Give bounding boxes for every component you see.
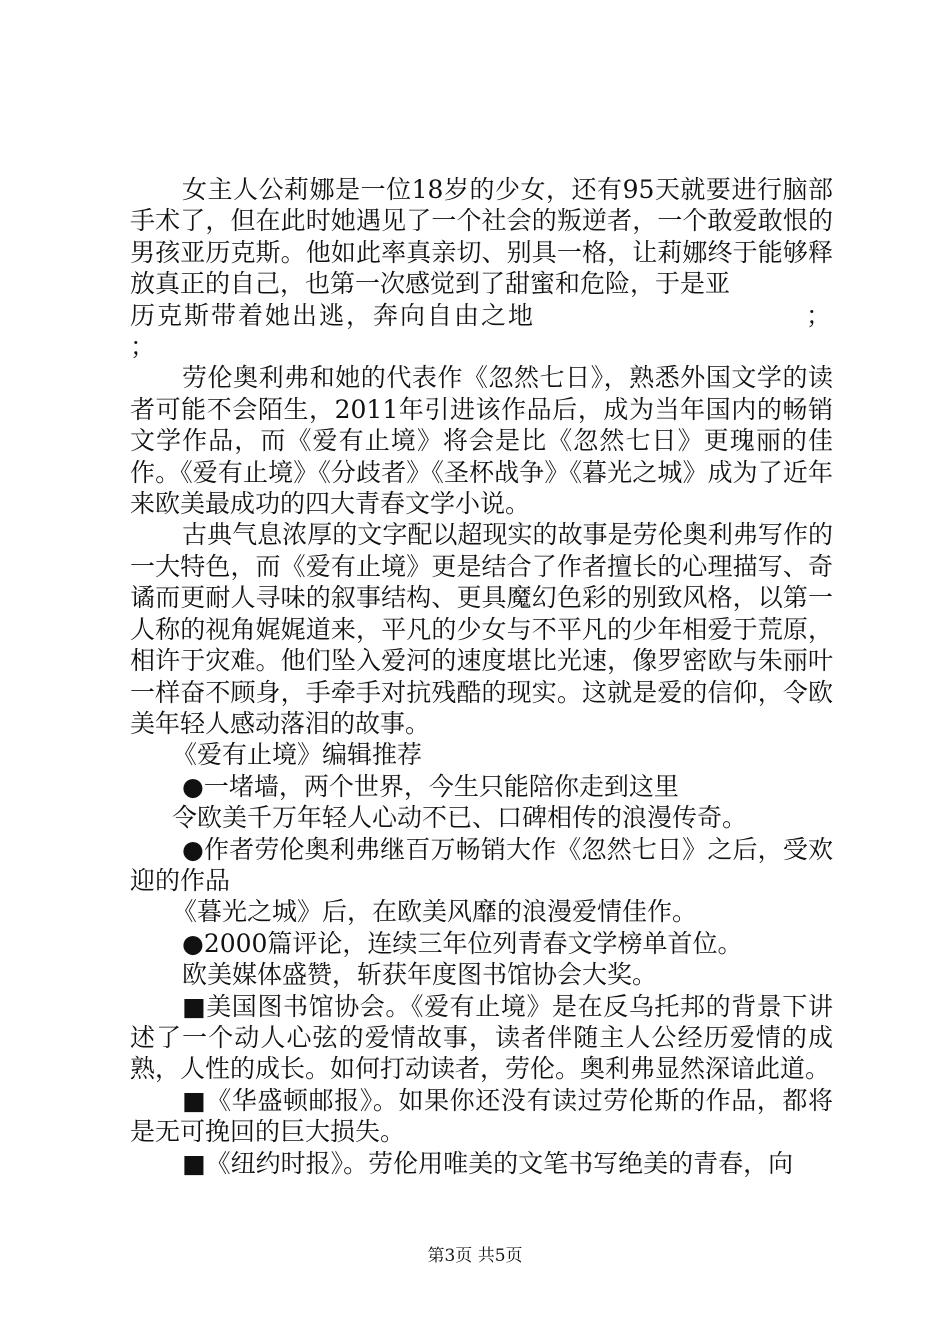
paragraph-story-intro-end-text: 历克斯带着她出逃，奔向自由之地 (130, 300, 536, 330)
review-new-york-times: ■《纽约时报》。劳伦用唯美的文笔书写绝美的青春，向 (182, 1148, 794, 1178)
bullet-author-detail: 《暮光之城》后，在欧美风靡的浪漫爱情佳作。 (172, 897, 698, 927)
review-ala: ■美国图书馆协会。《爱有止境》是在反乌托邦的背景下讲述了一个动人心弦的爱情故事，读者伴随主人公经历爱情的成熟，人性的成长。如何打动读者，劳伦。奥利弗显然深谙此道。 (130, 991, 833, 1084)
paragraph-style: 古典气息浓厚的文字配以超现实的故事是劳伦奥利弗写作的一大特色，而《爱有止境》更是结合了作者擅长的心理描写、奇谲而更耐人寻味的叙事结构、更具魔幻色彩的别致风格，以第一人称的视角娓娓道来，平凡的少女与不平凡的少年相爱于荒原，相许于灾难。他们坠入爱河的速度堪比光速，像罗密欧与朱丽叶一样奋不顾身，手牵手对抗残酷的现实。这就是爱的信仰，令欧美年轻人感动落泪的故事。 (130, 520, 833, 738)
bullet-author: ●作者劳伦奥利弗继百万畅销大作《忽然七日》之后，受欢迎的作品 (130, 834, 833, 895)
document-body (130, 174, 833, 1179)
bullet-wall: ●一堵墙，两个世界，今生只能陪你走到这里 (182, 771, 679, 801)
bullet-wall-detail: 令欧美千万年轻人心动不已、口碑相传的浪漫传奇。 (172, 803, 748, 833)
bullet-reviews: ●2000篇评论，连续三年位列青春文学榜单首位。 (182, 928, 743, 958)
heading-editor-recommend: 《爱有止境》编辑推荐 (172, 740, 423, 770)
paragraph-semicolon: ； (130, 332, 156, 362)
page-number-footer: 第3页 共5页 (427, 1246, 523, 1266)
review-washington-post: ■《华盛顿邮报》。如果你还没有读过劳伦斯的作品，都将是无可挽回的巨大损失。 (130, 1085, 833, 1147)
paragraph-story-intro: 女主人公莉娜是一位18岁的少女，还有95天就要进行脑部手术了，但在此时她遇见了一个社会的叛逆者，一个敢爱敢恨的男孩亚历克斯。他如此率真亲切、别具一格，让莉娜终于能够释放真正的自己，也第一次感觉到了甜蜜和危险，于是亚 (130, 175, 833, 299)
paragraph-story-intro-end (130, 300, 833, 331)
paragraph-author-intro: 劳伦奥利弗和她的代表作《忽然七日》，熟悉外国文学的读者可能不会陌生，2011年引进该作品后，成为当年国内的畅销文学作品，而《爱有止境》将会是比《忽然七日》更瑰丽的佳作。《爱有止境》《分歧者》《圣杯战争》《暮光之城》成为了近年来欧美最成功的四大青春文学小说。 (130, 363, 833, 519)
paragraph-story-intro-end-trail: ； (805, 300, 833, 330)
bullet-reviews-detail: 欧美媒体盛赞，斩获年度图书馆协会大奖。 (182, 960, 658, 990)
